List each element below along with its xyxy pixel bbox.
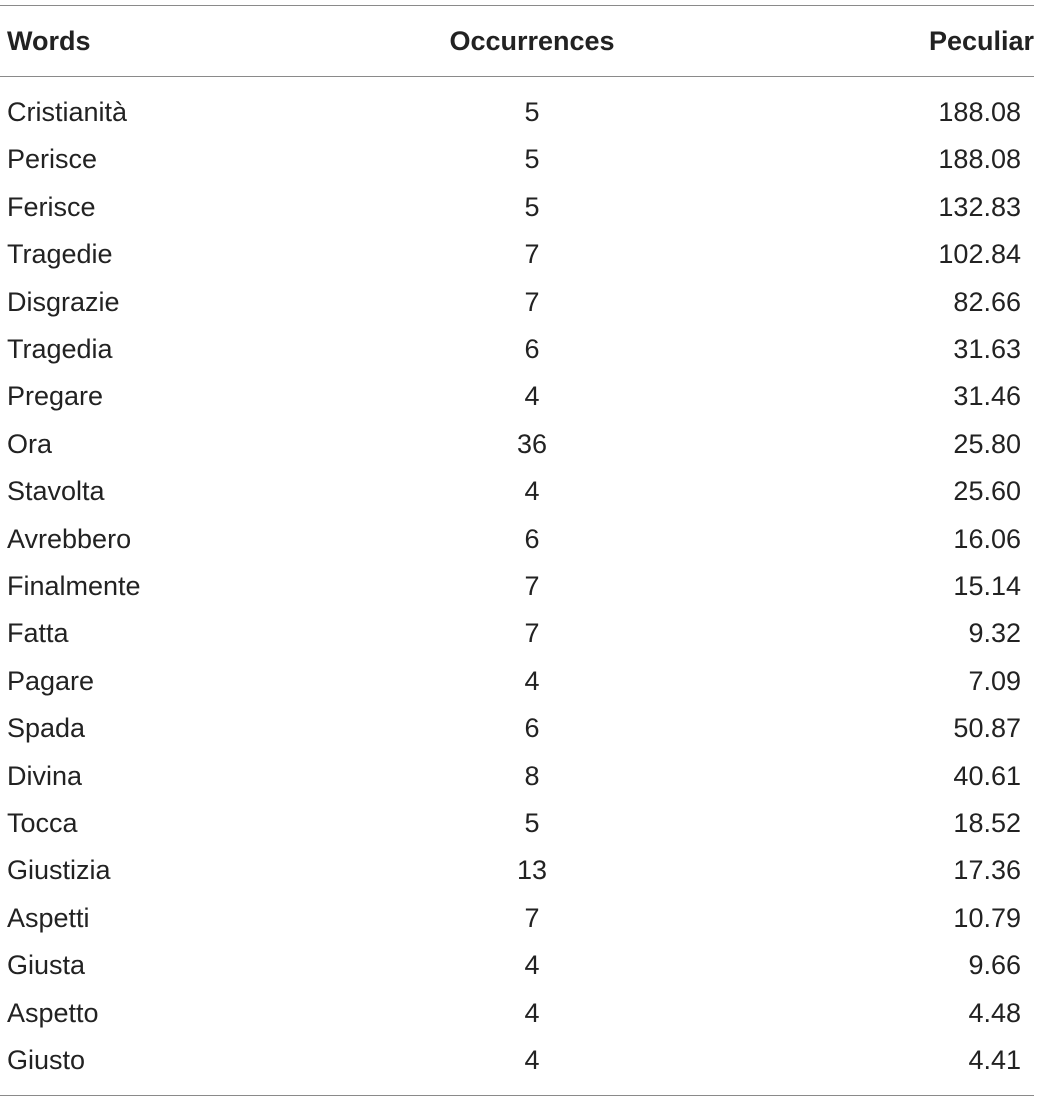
cell-peculiar: 18.52	[953, 808, 1021, 838]
cell-word: Giusto	[7, 1045, 86, 1075]
cell-word: Stavolta	[7, 476, 105, 507]
cell-occurrences: 6	[524, 523, 540, 554]
cell-peculiar: 15.14	[953, 571, 1021, 601]
table-row	[0, 231, 1040, 278]
cell-occurrences: 7	[524, 286, 540, 317]
cell-occurrences: 4	[524, 950, 540, 981]
cell-occurrences: 7	[524, 239, 540, 270]
table-row	[0, 658, 1040, 705]
header-peculiar: Peculiar	[928, 26, 1034, 56]
cell-word: Aspetto	[7, 997, 99, 1028]
cell-occurrences: 5	[524, 191, 540, 222]
cell-peculiar: 10.79	[953, 902, 1021, 933]
cell-word: Tragedia	[7, 334, 113, 364]
table-row	[0, 468, 1040, 515]
cell-word: Ora	[7, 428, 53, 459]
cell-peculiar: 4.41	[968, 1045, 1021, 1075]
cell-occurrences: 4	[524, 381, 540, 412]
cell-word: Pagare	[7, 665, 95, 696]
cell-word: Tragedie	[7, 239, 113, 270]
cell-peculiar: 188.08	[938, 97, 1021, 127]
table-row	[0, 136, 1040, 183]
table-row	[0, 990, 1040, 1037]
table-row	[0, 421, 1040, 468]
cell-peculiar: 31.46	[953, 381, 1021, 412]
table-row	[0, 516, 1040, 563]
table-row	[0, 753, 1040, 800]
cell-occurrences: 5	[524, 808, 540, 838]
table-row	[0, 184, 1040, 231]
header-words: Words	[7, 26, 91, 56]
cell-word: Finalmente	[7, 571, 141, 601]
table-bottom-rule	[0, 1095, 1034, 1096]
cell-peculiar: 50.87	[953, 713, 1021, 744]
cell-occurrences: 6	[524, 713, 540, 744]
cell-occurrences: 6	[524, 334, 540, 364]
cell-word: Tocca	[7, 808, 78, 838]
cell-peculiar: 188.08	[938, 144, 1021, 175]
cell-occurrences: 4	[524, 665, 540, 696]
table-top-rule	[0, 5, 1034, 6]
cell-occurrences: 5	[524, 144, 540, 175]
table-row	[0, 563, 1040, 610]
table-header-row	[0, 18, 1040, 64]
cell-peculiar: 7.09	[968, 665, 1021, 696]
cell-occurrences: 36	[516, 428, 548, 459]
table-header-rule	[0, 76, 1034, 77]
cell-occurrences: 13	[516, 855, 548, 886]
cell-peculiar: 132.83	[938, 191, 1021, 222]
table-row	[0, 1037, 1040, 1084]
table-row	[0, 942, 1040, 989]
cell-occurrences: 4	[524, 1045, 540, 1075]
cell-occurrences: 5	[524, 97, 540, 127]
cell-word: Pregare	[7, 381, 104, 412]
cell-peculiar: 25.60	[953, 476, 1021, 507]
cell-word: Cristianità	[7, 97, 128, 127]
cell-occurrences: 7	[524, 571, 540, 601]
cell-occurrences: 7	[524, 902, 540, 933]
table-row	[0, 89, 1040, 136]
header-occurrences: Occurrences	[449, 26, 615, 56]
cell-peculiar: 17.36	[953, 855, 1021, 886]
cell-peculiar: 9.66	[968, 950, 1021, 981]
cell-peculiar: 31.63	[953, 334, 1021, 364]
cell-word: Spada	[7, 713, 86, 744]
cell-peculiar: 16.06	[953, 523, 1021, 554]
cell-peculiar: 40.61	[953, 760, 1021, 791]
cell-word: Aspetti	[7, 902, 90, 933]
cell-peculiar: 4.48	[968, 997, 1021, 1028]
cell-occurrences: 7	[524, 618, 540, 649]
cell-word: Divina	[7, 760, 83, 791]
table-row	[0, 326, 1040, 373]
cell-word: Giusta	[7, 950, 86, 981]
table-row	[0, 705, 1040, 752]
table-row	[0, 610, 1040, 657]
cell-peculiar: 25.80	[953, 428, 1021, 459]
cell-word: Disgrazie	[7, 286, 120, 317]
cell-peculiar: 9.32	[968, 618, 1021, 649]
table-row	[0, 279, 1040, 326]
cell-occurrences: 8	[524, 760, 540, 791]
cell-word: Perisce	[7, 144, 98, 175]
cell-peculiar: 82.66	[953, 286, 1021, 317]
cell-word: Giustizia	[7, 855, 111, 886]
cell-occurrences: 4	[524, 476, 540, 507]
cell-word: Fatta	[7, 618, 69, 649]
cell-word: Ferisce	[7, 191, 96, 222]
table-row	[0, 847, 1040, 894]
table-row	[0, 895, 1040, 942]
cell-word: Avrebbero	[7, 523, 132, 554]
table-row	[0, 800, 1040, 847]
table-row	[0, 373, 1040, 420]
cell-peculiar: 102.84	[938, 239, 1021, 270]
cell-occurrences: 4	[524, 997, 540, 1028]
